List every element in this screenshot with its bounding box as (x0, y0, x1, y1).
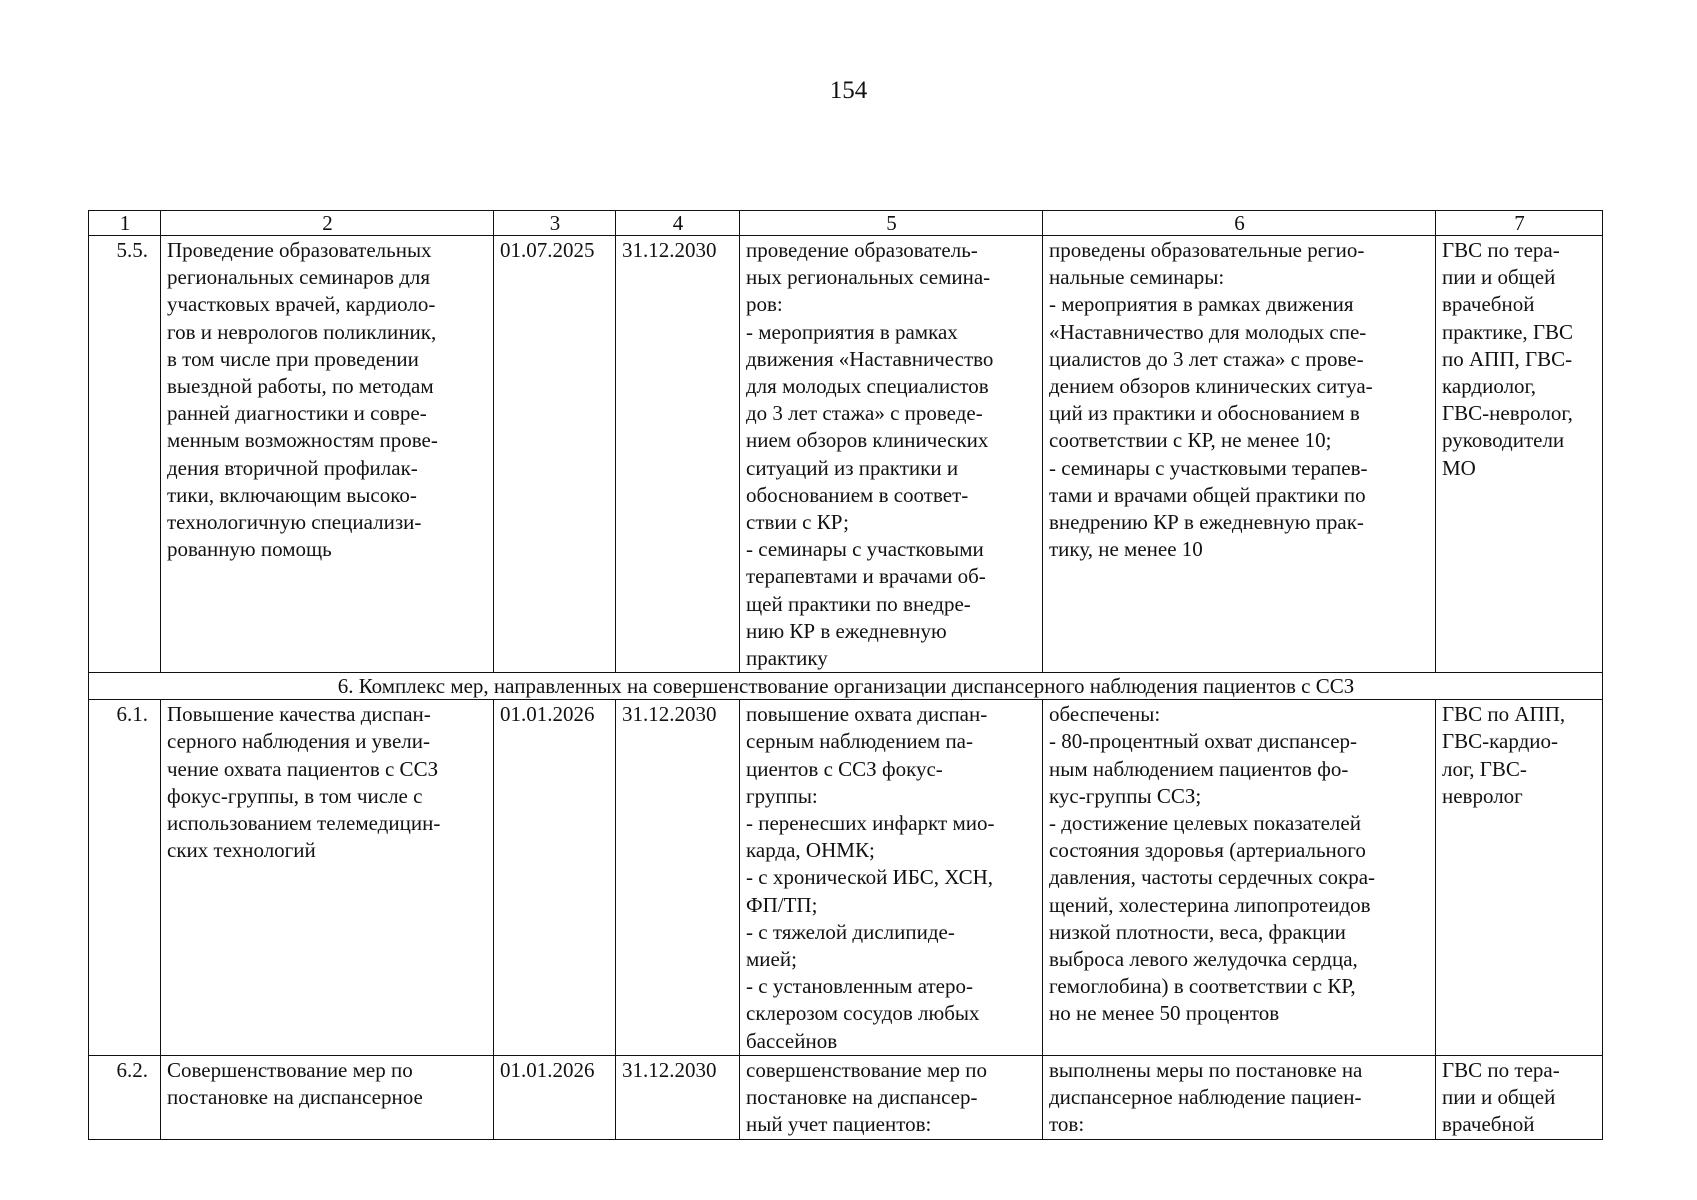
text-line: ГВС-невролог, (1442, 401, 1573, 426)
text-line: тов: (1049, 1112, 1085, 1137)
text-line: выброса левого желудочка сердца, (1049, 947, 1358, 972)
text-line: постановке на диспансер- (746, 1085, 978, 1110)
text-line: по АПП, ГВС- (1442, 346, 1573, 371)
column-number: 5 (740, 211, 1043, 236)
text-line: менным возможностям прове- (167, 428, 438, 453)
text-line: ских технологий (167, 838, 316, 863)
text-line: региональных семинаров для (167, 265, 431, 290)
end-date: 31.12.2030 (616, 236, 740, 673)
section-heading: 6. Комплекс мер, направленных на совершенствование организации диспансерного наблюдения пациентов с ССЗ (89, 673, 1603, 700)
text-line: давления, частоты сердечных сокра- (1049, 865, 1376, 890)
text-line: практику (746, 646, 828, 671)
text-line: выполнены меры по постановке на (1049, 1057, 1363, 1082)
text-line: пии и общей (1442, 1085, 1556, 1110)
text-line: практике, ГВС (1442, 319, 1574, 344)
item-number: 6.1. (89, 700, 161, 1056)
text-line: гов и неврологов поликлиник, (167, 319, 437, 344)
text-line: - мероприятия в рамках движения (1049, 292, 1354, 317)
text-line: использованием телемедицин- (167, 811, 441, 836)
text-line: но не менее 50 процентов (1049, 1001, 1280, 1026)
column-number: 4 (616, 211, 740, 236)
end-date: 31.12.2030 (616, 700, 740, 1056)
text-line: внедрению КР в ежедневную прак- (1049, 510, 1364, 535)
text-line: ГВС по АПП, (1442, 702, 1566, 727)
text-line: «Наставничество для молодых спе- (1049, 319, 1367, 344)
result-indicator (1043, 700, 1436, 1056)
text-line: нальные семинары: (1049, 265, 1225, 290)
section-heading-row (89, 673, 1603, 700)
start-date: 01.01.2026 (494, 1055, 616, 1139)
text-line: ных региональных семина- (746, 265, 991, 290)
text-line: совершенствование мер по (746, 1057, 988, 1082)
text-line: проведение образователь- (746, 238, 978, 262)
text-line: ФП/ТП; (746, 892, 818, 917)
text-line: участковых врачей, кардиоло- (167, 292, 436, 317)
text-line: мией; (746, 947, 797, 972)
text-line: фокус-группы, в том числе с (167, 783, 423, 808)
text-line: низкой плотности, веса, фракции (1049, 919, 1346, 944)
responsible-persons (1436, 700, 1603, 1056)
text-line: чение охвата пациентов с ССЗ (167, 756, 439, 781)
text-line: гемоглобина) в соответствии с КР, (1049, 974, 1356, 999)
text-line: дением обзоров клинических ситуа- (1049, 374, 1373, 399)
text-line: - семинары с участковыми терапев- (1049, 455, 1368, 480)
start-date: 01.07.2025 (494, 236, 616, 673)
start-date: 01.01.2026 (494, 700, 616, 1056)
text-line: циалистов до 3 лет стажа» с прове- (1049, 346, 1364, 371)
measure-name (161, 1055, 494, 1139)
text-line: группы: (746, 783, 818, 808)
text-line: кус-группы ССЗ; (1049, 783, 1202, 808)
text-line: тики, включающим высоко- (167, 482, 417, 507)
table-row (89, 236, 1603, 673)
item-number: 5.5. (89, 236, 161, 673)
text-line: движения «Наставничество (746, 346, 994, 371)
text-line: - с тяжелой дислипиде- (746, 919, 955, 944)
text-line: для молодых специалистов (746, 374, 989, 399)
text-line: руководители (1442, 428, 1565, 453)
measures-table (88, 210, 1603, 1140)
text-line: диспансерное наблюдение пациен- (1049, 1085, 1362, 1110)
end-date: 31.12.2030 (616, 1055, 740, 1139)
expected-result (740, 236, 1043, 673)
text-line: карда, ОНМК; (746, 838, 875, 863)
text-line: Повышение качества диспан- (167, 702, 431, 727)
measure-name (161, 236, 494, 673)
text-line: рованную помощь (167, 537, 332, 562)
column-number: 7 (1436, 211, 1603, 236)
text-line: ситуаций из практики и (746, 455, 959, 480)
text-line: Совершенствование мер по (167, 1057, 413, 1082)
text-line: терапевтами и врачами об- (746, 564, 986, 589)
expected-result (740, 700, 1043, 1056)
text-line: ранней диагностики и совре- (167, 401, 427, 426)
text-line: соответствии с КР, не менее 10; (1049, 428, 1332, 453)
text-line: - с хронической ИБС, ХСН, (746, 865, 994, 890)
measure-name (161, 700, 494, 1056)
text-line: ров: (746, 292, 783, 317)
text-line: врачебной (1442, 292, 1535, 317)
responsible-persons (1436, 1055, 1603, 1139)
text-line: невролог (1442, 783, 1523, 808)
table-row (89, 700, 1603, 1056)
text-line: - семинары с участковыми (746, 537, 984, 562)
text-line: проведены образовательные регио- (1049, 238, 1365, 262)
text-line: ГВС-кардио- (1442, 729, 1558, 754)
text-line: щений, холестерина липопротеидов (1049, 892, 1371, 917)
text-line: нием обзоров клинических (746, 428, 989, 453)
text-line: склерозом сосудов любых (746, 1001, 980, 1026)
column-number: 6 (1043, 211, 1436, 236)
column-number-row (89, 211, 1603, 236)
text-line: - мероприятия в рамках (746, 319, 958, 344)
text-line: серного наблюдения и увели- (167, 729, 431, 754)
text-line: врачебной (1442, 1112, 1535, 1137)
text-line: технологичную специализи- (167, 510, 422, 535)
column-number: 2 (161, 211, 494, 236)
text-line: ный учет пациентов: (746, 1112, 932, 1137)
text-line: ным наблюдением пациентов фо- (1049, 756, 1349, 781)
page-number: 154 (829, 77, 868, 104)
text-line: бассейнов (746, 1028, 838, 1053)
text-line: - 80-процентный охват диспансер- (1049, 729, 1358, 754)
expected-result (740, 1055, 1043, 1139)
column-number: 1 (89, 211, 161, 236)
text-line: ций из практики и обоснованием в (1049, 401, 1360, 426)
text-line: постановке на диспансерное (167, 1085, 423, 1110)
text-line: ГВС по тера- (1442, 1057, 1560, 1082)
text-line: ствии с КР; (746, 510, 850, 535)
item-number: 6.2. (89, 1055, 161, 1139)
text-line: - перенесших инфаркт мио- (746, 811, 995, 836)
result-indicator (1043, 236, 1436, 673)
text-line: МО (1442, 455, 1476, 480)
text-line: Проведение образовательных (167, 238, 432, 262)
text-line: обеспечены: (1049, 702, 1161, 727)
column-number: 3 (494, 211, 616, 236)
text-line: до 3 лет стажа» с проведе- (746, 401, 983, 426)
text-line: тику, не менее 10 (1049, 537, 1203, 562)
text-line: - с установленным атеро- (746, 974, 973, 999)
responsible-persons (1436, 236, 1603, 673)
text-line: лог, ГВС- (1442, 756, 1527, 781)
text-line: повышение охвата диспан- (746, 702, 988, 727)
text-line: - достижение целевых показателей (1049, 811, 1361, 836)
text-line: кардиолог, (1442, 374, 1537, 399)
text-line: ГВС по тера- (1442, 238, 1560, 262)
text-line: серным наблюдением па- (746, 729, 974, 754)
text-line: циентов с ССЗ фокус- (746, 756, 943, 781)
table-row (89, 1055, 1603, 1139)
text-line: в том числе при проведении (167, 346, 419, 371)
text-line: дения вторичной профилак- (167, 455, 418, 480)
text-line: щей практики по внедре- (746, 591, 971, 616)
text-line: пии и общей (1442, 265, 1556, 290)
text-line: нию КР в ежедневную (746, 618, 947, 643)
text-line: выездной работы, по методам (167, 374, 434, 399)
text-line: обоснованием в соответ- (746, 482, 969, 507)
text-line: тами и врачами общей практики по (1049, 482, 1366, 507)
text-line: состояния здоровья (артериального (1049, 838, 1366, 863)
result-indicator (1043, 1055, 1436, 1139)
